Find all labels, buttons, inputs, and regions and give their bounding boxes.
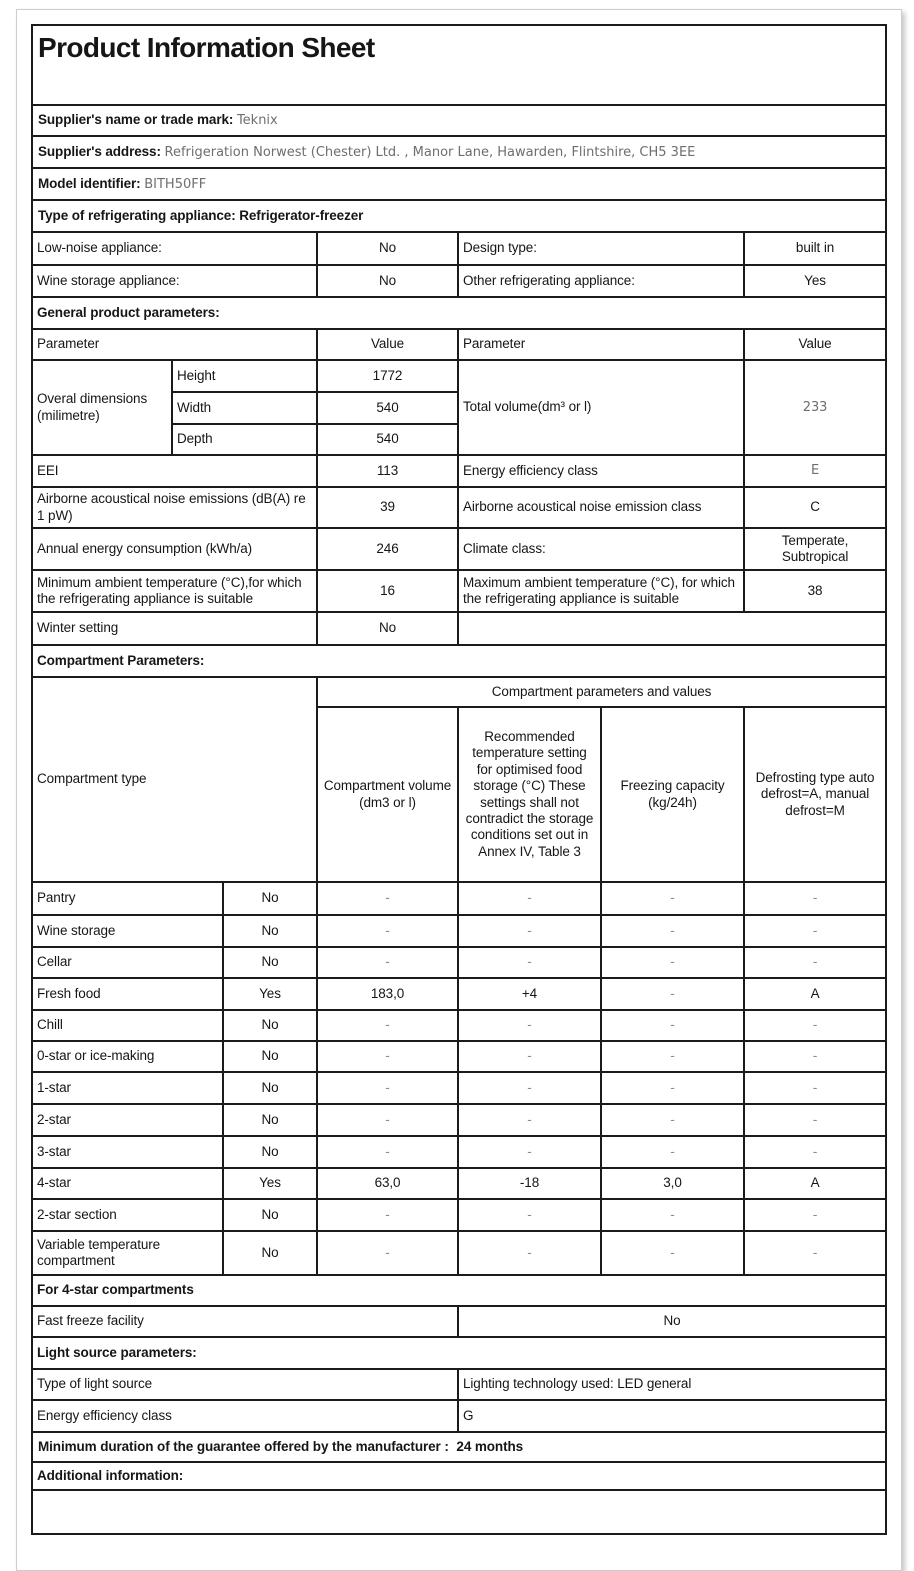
model-identifier-label: Model identifier: (38, 175, 141, 191)
compartment-present-cell: No (223, 1041, 317, 1072)
low-noise-label: Low-noise appliance: (32, 232, 317, 265)
value-header-2: Value (744, 329, 886, 360)
compartment-type-cell: 2-star section (32, 1199, 223, 1231)
compartment-temp-cell: +4 (458, 978, 601, 1010)
eei-label: EEI (32, 455, 317, 487)
wine-storage-appliance-label: Wine storage appliance: (32, 265, 317, 297)
compartment-volume-cell: - (317, 1199, 458, 1231)
supplier-address-value: Refrigeration Norwest (Chester) Ltd. , Manor Lane, Hawarden, Flintshire, CH5 3EE (164, 144, 696, 160)
energy-consumption-value: 246 (317, 528, 458, 570)
compartment-temp-cell: - (458, 1104, 601, 1136)
energy-class-label: Energy efficiency class (458, 455, 744, 487)
compartment-defrost-cell: - (744, 1136, 886, 1168)
compartment-temp-cell: - (458, 882, 601, 915)
eei-value: 113 (317, 455, 458, 487)
compartment-section-row (32, 645, 886, 677)
freezing-column-header: Freezing capacity (kg/24h) (601, 707, 744, 882)
volume-column-header: Compartment volume (dm3 or l) (317, 707, 458, 882)
compartment-row-2-star-section (32, 1199, 886, 1231)
compartment-defrost-cell: - (744, 1010, 886, 1041)
light-eec-value: G (458, 1400, 886, 1432)
compartment-defrost-cell: - (744, 1231, 886, 1275)
compartment-type-cell: 2-star (32, 1104, 223, 1136)
light-eec-label: Energy efficiency class (32, 1400, 458, 1432)
compartment-volume-cell: - (317, 1104, 458, 1136)
climate-class-label: Climate class: (458, 528, 744, 570)
compartment-type-cell: 1-star (32, 1072, 223, 1104)
compartment-row-variable-temperature (32, 1231, 886, 1275)
compartment-present-cell: Yes (223, 1168, 317, 1199)
compartment-present-cell: No (223, 882, 317, 915)
max-ambient-label: Maximum ambient temperature (°C), for which the refrigerating appliance is suitable (458, 570, 744, 612)
compartment-defrost-cell: - (744, 1199, 886, 1231)
compartment-temp-cell: - (458, 1136, 601, 1168)
compartment-defrost-cell: - (744, 1104, 886, 1136)
noise-value: 39 (317, 487, 458, 528)
model-identifier-value: BITH50FF (144, 176, 207, 192)
compartment-volume-cell: - (317, 882, 458, 915)
compartment-volume-cell: - (317, 915, 458, 947)
winter-setting-label: Winter setting (32, 612, 317, 645)
compartment-freezing-cell: - (601, 1104, 744, 1136)
compartment-type-cell: 4-star (32, 1168, 223, 1199)
additional-information-row (32, 1462, 886, 1490)
depth-label: Depth (172, 424, 317, 455)
design-type-label: Design type: (458, 232, 744, 265)
height-value: 1772 (317, 360, 458, 392)
compartment-defrost-cell: - (744, 915, 886, 947)
noise-class-label: Airborne acoustical noise emission class (458, 487, 744, 528)
compartment-temp-cell: - (458, 1231, 601, 1275)
other-refrigerating-value: Yes (744, 265, 886, 297)
compartment-freezing-cell: - (601, 1041, 744, 1072)
supplier-address-row (32, 136, 886, 168)
compartment-defrost-cell: - (744, 947, 886, 978)
compartment-temp-cell: - (458, 1072, 601, 1104)
model-identifier-row (32, 168, 886, 200)
compartment-group-header: Compartment parameters and values (317, 677, 886, 707)
compartment-present-cell: No (223, 915, 317, 947)
light-section-row (32, 1337, 886, 1369)
compartment-group-header-row (32, 677, 886, 707)
compartment-present-cell: No (223, 1199, 317, 1231)
fast-freeze-value: No (458, 1306, 886, 1337)
compartment-type-cell: Cellar (32, 947, 223, 978)
max-ambient-value: 38 (744, 570, 886, 612)
compartment-type-cell: Wine storage (32, 915, 223, 947)
compartment-type-cell: 0-star or ice-making (32, 1041, 223, 1072)
depth-value: 540 (317, 424, 458, 455)
energy-consumption-label: Annual energy consumption (kWh/a) (32, 528, 317, 570)
light-section-title: Light source parameters: (32, 1337, 886, 1369)
compartment-type-cell: Variable temperature compartment (32, 1231, 223, 1275)
value-header-1: Value (317, 329, 458, 360)
compartment-present-cell: No (223, 1136, 317, 1168)
height-label: Height (172, 360, 317, 392)
four-star-section-title: For 4-star compartments (32, 1275, 886, 1306)
dimensions-label: Overal dimensions (milimetre) (32, 360, 172, 455)
winter-setting-value: No (317, 612, 458, 645)
compartment-row-0-star (32, 1041, 886, 1072)
compartment-freezing-cell: - (601, 947, 744, 978)
ambient-temperature-row (32, 570, 886, 612)
wine-storage-appliance-value: No (317, 265, 458, 297)
compartment-defrost-cell: A (744, 1168, 886, 1199)
compartment-defrost-cell: - (744, 1072, 886, 1104)
general-section-title: General product parameters: (32, 297, 886, 329)
energy-consumption-row (32, 528, 886, 570)
parameter-header-2: Parameter (458, 329, 744, 360)
light-type-row (32, 1369, 886, 1400)
compartment-row-4-star (32, 1168, 886, 1199)
compartment-type-cell: 3-star (32, 1136, 223, 1168)
low-noise-value: No (317, 232, 458, 265)
design-type-value: built in (744, 232, 886, 265)
compartment-temp-cell: - (458, 1041, 601, 1072)
compartment-row-pantry (32, 882, 886, 915)
total-volume-label: Total volume(dm³ or l) (458, 360, 744, 455)
compartment-freezing-cell: - (601, 978, 744, 1010)
light-type-label: Type of light source (32, 1369, 458, 1400)
compartment-freezing-cell: - (601, 882, 744, 915)
compartment-defrost-cell: A (744, 978, 886, 1010)
compartment-present-cell: No (223, 1104, 317, 1136)
compartment-freezing-cell: - (601, 1072, 744, 1104)
compartment-freezing-cell: - (601, 1136, 744, 1168)
noise-label: Airborne acoustical noise emissions (dB(A) re 1 pW) (32, 487, 317, 528)
min-ambient-label: Minimum ambient temperature (°C),for which the refrigerating appliance is suitable (32, 570, 317, 612)
supplier-address-cell (32, 136, 886, 168)
compartment-temp-cell: - (458, 1010, 601, 1041)
compartment-section-title: Compartment Parameters: (32, 645, 886, 677)
low-noise-row (32, 232, 886, 265)
compartment-defrost-cell: - (744, 882, 886, 915)
parameter-header-1: Parameter (32, 329, 317, 360)
fast-freeze-row (32, 1306, 886, 1337)
compartment-freezing-cell: - (601, 1199, 744, 1231)
compartment-present-cell: No (223, 1010, 317, 1041)
compartment-present-cell: Yes (223, 978, 317, 1010)
supplier-name-value: Teknix (236, 113, 278, 129)
compartment-volume-cell: - (317, 1136, 458, 1168)
compartment-type-cell: Pantry (32, 882, 223, 915)
compartment-temp-cell: -18 (458, 1168, 601, 1199)
light-type-value: Lighting technology used: LED general (458, 1369, 886, 1400)
guarantee-row (32, 1432, 886, 1462)
winter-setting-empty-cell (458, 612, 886, 645)
four-star-section-row (32, 1275, 886, 1306)
other-refrigerating-label: Other refrigerating appliance: (458, 265, 744, 297)
compartment-volume-cell: - (317, 1041, 458, 1072)
compartment-volume-cell: - (317, 1010, 458, 1041)
compartment-defrost-cell: - (744, 1041, 886, 1072)
energy-class-value: E (744, 455, 886, 487)
compartment-row-fresh-food (32, 978, 886, 1010)
compartment-type-cell: Fresh food (32, 978, 223, 1010)
compartment-freezing-cell: - (601, 915, 744, 947)
compartment-volume-cell: 183,0 (317, 978, 458, 1010)
compartment-temp-cell: - (458, 915, 601, 947)
width-value: 540 (317, 392, 458, 424)
temperature-column-header: Recommended temperature setting for optimised food storage (°C) These settings shall not contradict the storage conditions set out in Annex IV, Table 3 (458, 707, 601, 882)
light-eec-row (32, 1400, 886, 1432)
guarantee-label: Minimum duration of the guarantee offered by the manufacturer : (38, 1438, 449, 1454)
noise-class-value: C (744, 487, 886, 528)
compartment-volume-cell: 63,0 (317, 1168, 458, 1199)
supplier-name-label: Supplier's name or trade mark: (38, 112, 234, 128)
compartment-present-cell: No (223, 1231, 317, 1275)
cutoff-row (32, 1490, 886, 1534)
title-row (32, 25, 886, 105)
eei-row (32, 455, 886, 487)
wine-storage-appliance-row (32, 265, 886, 297)
compartment-type-cell: Chill (32, 1010, 223, 1041)
min-ambient-value: 16 (317, 570, 458, 612)
compartment-temp-cell: - (458, 947, 601, 978)
compartment-volume-cell: - (317, 947, 458, 978)
compartment-type-header: Compartment type (32, 677, 317, 882)
compartment-freezing-cell: - (601, 1231, 744, 1275)
total-volume-value: 233 (744, 360, 886, 455)
width-label: Width (172, 392, 317, 424)
compartment-freezing-cell: 3,0 (601, 1168, 744, 1199)
supplier-name-cell (32, 105, 886, 136)
page-title: Product Information Sheet (32, 25, 886, 105)
guarantee-cell (32, 1432, 886, 1462)
defrost-column-header: Defrosting type auto defrost=A, manual defrost=M (744, 707, 886, 882)
compartment-present-cell: No (223, 947, 317, 978)
compartment-row-1-star (32, 1072, 886, 1104)
cutoff-empty-cell (32, 1490, 886, 1534)
additional-information-title: Additional information: (32, 1462, 886, 1490)
dimension-height-row (32, 360, 886, 392)
appliance-type: Type of refrigerating appliance: Refrigerator-freezer (32, 200, 886, 232)
compartment-row-chill (32, 1010, 886, 1041)
winter-setting-row (32, 612, 886, 645)
compartment-row-wine-storage (32, 915, 886, 947)
compartment-volume-cell: - (317, 1231, 458, 1275)
compartment-temp-cell: - (458, 1199, 601, 1231)
general-section-row (32, 297, 886, 329)
compartment-row-cellar (32, 947, 886, 978)
guarantee-value: 24 months (456, 1438, 524, 1454)
document-page (16, 9, 902, 1571)
compartment-row-3-star (32, 1136, 886, 1168)
compartment-freezing-cell: - (601, 1010, 744, 1041)
parameter-header-row (32, 329, 886, 360)
appliance-type-row (32, 200, 886, 232)
model-identifier-cell (32, 168, 886, 200)
compartment-volume-cell: - (317, 1072, 458, 1104)
supplier-address-label: Supplier's address: (38, 143, 161, 159)
compartment-row-2-star (32, 1104, 886, 1136)
compartment-present-cell: No (223, 1072, 317, 1104)
supplier-name-row (32, 105, 886, 136)
product-information-sheet (31, 24, 887, 1535)
climate-class-value: Temperate, Subtropical (744, 528, 886, 570)
fast-freeze-label: Fast freeze facility (32, 1306, 458, 1337)
noise-row (32, 487, 886, 528)
